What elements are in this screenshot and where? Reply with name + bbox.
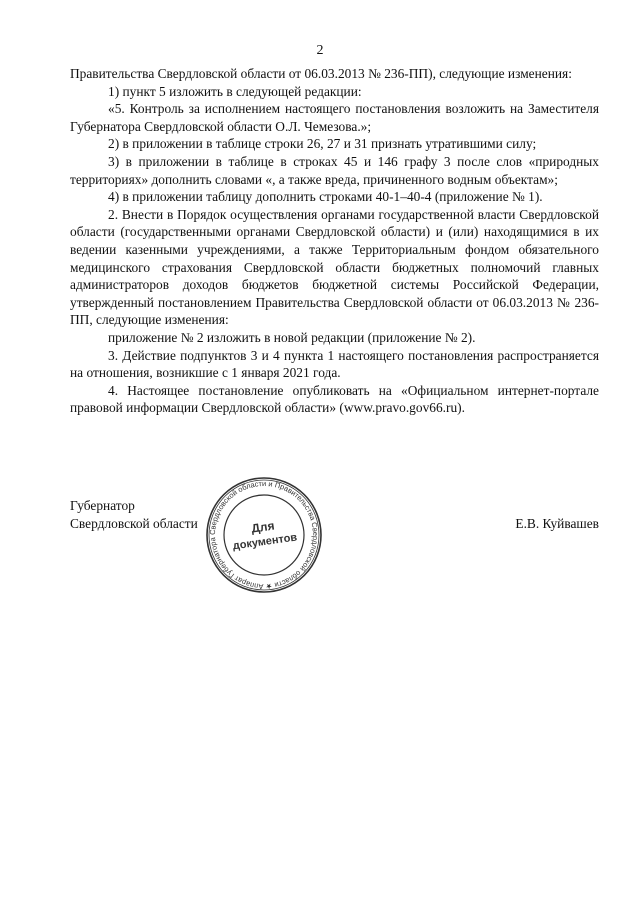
- stamp-center-line-1: Для: [250, 518, 276, 536]
- paragraph-item-4: 4) в приложении таблицу дополнить строками 40-1–40-4 (приложение № 1).: [108, 189, 543, 205]
- stamp-center-line-2: документов: [232, 531, 298, 553]
- signatory-title-line-1: Губернатор: [70, 498, 135, 513]
- paragraph-quote: «5. Контроль за исполнением настоящего постановления возложить на Заместителя Губернатора Свердловской области О.Л. Чемезова.»;: [70, 101, 599, 134]
- stamp-ring-text: Свердловской области и Правительства Свердловской области ★ Аппарат Губернатора: [207, 478, 321, 592]
- paragraph-item-1: 1) пункт 5 изложить в следующей редакции:: [108, 83, 362, 99]
- paragraph-continuation: Правительства Свердловской области от 06.03.2013 № 236-ПП), следующие изменения:: [70, 66, 572, 81]
- paragraph-section-4: 4. Настоящее постановление опубликовать на «Официальном интернет-портале правовой информации Свердловской области» (www.pravo.gov66.ru).: [70, 382, 599, 416]
- paragraph-appendix-2: приложение № 2 изложить в новой редакции (приложение № 2).: [108, 329, 476, 345]
- page-number: 2: [316, 43, 324, 58]
- signatory-name: Е.В. Куйвашев: [515, 515, 599, 531]
- paragraph-item-3: 3) в приложении в таблице в строках 45 и 146 графу 3 после слов «природных территориях» дополнить словами «, а также вреда, причиненного водным объектам»;: [70, 153, 599, 187]
- signature-block: [70, 497, 599, 567]
- paragraph-section-3: 3. Действие подпунктов 3 и 4 пункта 1 настоящего постановления распространяется на отношения, возникшие с 1 января 2021 года.: [70, 347, 599, 381]
- signatory-title: [70, 497, 198, 532]
- official-stamp: [205, 476, 323, 594]
- paragraph-section-2: 2. Внести в Порядок осуществления органами государственной власти Свердловской области (государственными органами Свердловской области) и (или) находящимися в их ведении казенными учреждениями, а также Территориальным фондом обязательного медицинского страхования Свердловской области бюджетных полномочий главных администраторов доходов бюджетов бюджетной системы Российской Федерации, утвержденный постановлением Правительства Свердловской области от 06.03.2013 № 236-ПП, следующие изменения:: [70, 206, 599, 328]
- signatory-title-line-2: Свердловской области: [70, 515, 198, 531]
- document-body: [70, 65, 599, 417]
- paragraph-item-2: 2) в приложении в таблице строки 26, 27 и 31 признать утратившими силу;: [108, 136, 537, 152]
